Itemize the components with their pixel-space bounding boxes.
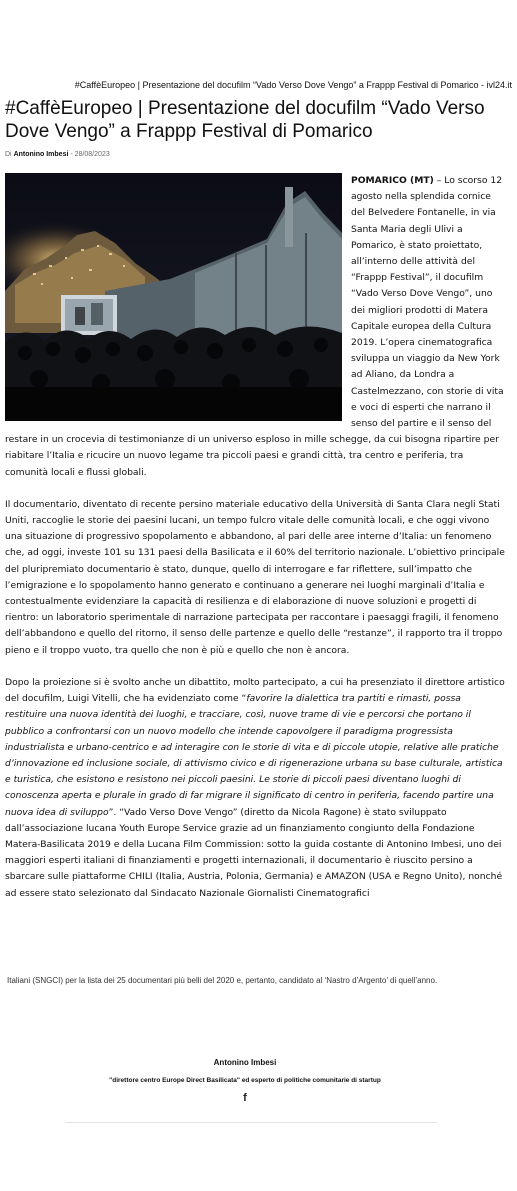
meta-by: Di [5,151,12,158]
article-title: #CaffèEuropeo | Presentazione del docufilm “Vado Verso Dove Vengo” a Frappp Festival di Pomarico [5,98,485,142]
article-meta [5,151,110,158]
director-quote: favorire la dialettica tra partiti e rimasti, possa restituire una nuova identità dei luoghi, e tracciare, così, nuove trame di vie e percorsi che portano il pubblico a confrontarsi con un nuovo modello che intende capovolgere il paradigma progressista industrialista e urbano-centrico e ad interagire con le storie di vita e di piccole utopie, relative alle pratiche d’innovazione ed inclusione sociale, di attivismo civico e di rigenerazione urbana su base culturale, artistica e turistica, che esistono e resistono nei piccoli paesini. Le storie di piccoli paesi diventano luoghi di conoscenza aperta e plurale in grado di far migrare il significato di centro in periferia, facendo partire una nuova idea di sviluppo [5,693,503,818]
paragraph-3 [5,675,505,902]
facebook-icon[interactable]: f [243,1092,247,1104]
author-box [60,1058,430,1106]
paragraph-3-start: Dopo la proiezione si è svolto anche un dibattito, molto partecipato, a cui ha presenziato il direttore artistico del docufilm, Luigi Vitelli, che ha evidenziato come “ [5,676,505,705]
author-box-divider [65,1122,437,1123]
paragraph-3-tail: Italiani (SNGCI) per la lista dei 25 documentari più belli del 2020 e, pertanto, candidato al ‘Nastro d’Argento’ di quell’anno. [7,976,438,985]
paragraph-3-end: ”. “Vado Verso Dove Vengo” (diretto da Nicola Ragone) è stato sviluppato dall’associazione lucana Youth Europe Service grazie ad un finanziamento congiunto della Fondazione Matera-Basilicata 2019 e della Lucana Film Commission: sotto la guida costante di Antonino Imbesi, uno dei maggiori esperti italiani di finanziamenti e progetti internazionali, il documentario è riuscito persino a sbarcare sulle piattaforme CHILI (Italia, Austria, Polonia, Germania) e AMAZON (USA e Regno Unito), nonché ad essere stato selezionato dal Sindacato Nazionale Giornalisti Cinematografici [5,806,503,899]
article-dateline: POMARICO (MT) [351,175,434,186]
screening-photo [5,173,342,421]
header-topline: #CaffèEuropeo | Presentazione del docufilm “Vado Verso Dove Vengo” a Frappp Festival di Pomarico - ivl24.it [74,80,512,90]
meta-separator: - [70,151,73,158]
paragraph-1: – Lo scorso 12 agosto nella splendida cornice del Belvedere Fontanelle, in via Santa Maria degli Ulivi a Pomarico, è stato proiettato, all’interno delle attività del “Frappp Festival”, il docufilm “Vado Verso Dove Vengo”, uno dei migliori prodotti di Matera Capitale europea della Cultura 2019. L’opera cinematografica sviluppa un viaggio da New York ad Aliano, da Londra a Castelmezzano, con storie di vita e voci di esperti che narrano il senso del partire e il senso del restare in un crocevia di testimonianze di un universo esploso in mille schegge, da cui bisogna ripartire per riabitare l’Italia e ricucire un nuovo legame tra piccoli paesi e grandi città, tra centro e periferia, tra comunità locali e flussi globali. [5,175,504,478]
article-date: 28/08/2023 [74,151,110,158]
author-box-bio: "direttore centro Europe Direct Basilicata" ed esperto di politiche comunitarie di startup [109,1077,381,1084]
author-link[interactable]: Antonino Imbesi [13,151,69,158]
article-body [5,173,505,918]
author-box-name[interactable]: Antonino Imbesi [213,1058,277,1067]
paragraph-2: Il documentario, diventato di recente persino materiale educativo della Università di Santa Clara negli Stati Uniti, raccoglie le storie dei paesini lucani, un tempo fulcro vitale delle comunità locali, e che oggi vivono una situazione di progressivo spopolamento e abbandono, al pari delle aree interne d’Italia: un fenomeno che, ad oggi, investe 101 su 131 paesi della Basilicata e il 60% del territorio nazionale. L’obiettivo principale del pluripremiato documentario è stato, dunque, quello di interrogare e far riflettere, sull’impatto che l’emigrazione e lo spopolamento hanno generato e continuano a generare nei luoghi marginali d’Italia e contestualmente evidenziare la capacità di resilienza e di elaborazione di nuove soluzioni e progetti di rientro: un laboratorio sperimentale di narrazione partecipata per raccontare i paesaggi fragili, il fenomeno dell’abbandono e quello del ritorno, il senso delle partenze e quello delle “restanze”, il rapporto tra il troppo pieno e il troppo vuoto, tra quello che non è più e quello che non è ancora. [5,498,505,656]
